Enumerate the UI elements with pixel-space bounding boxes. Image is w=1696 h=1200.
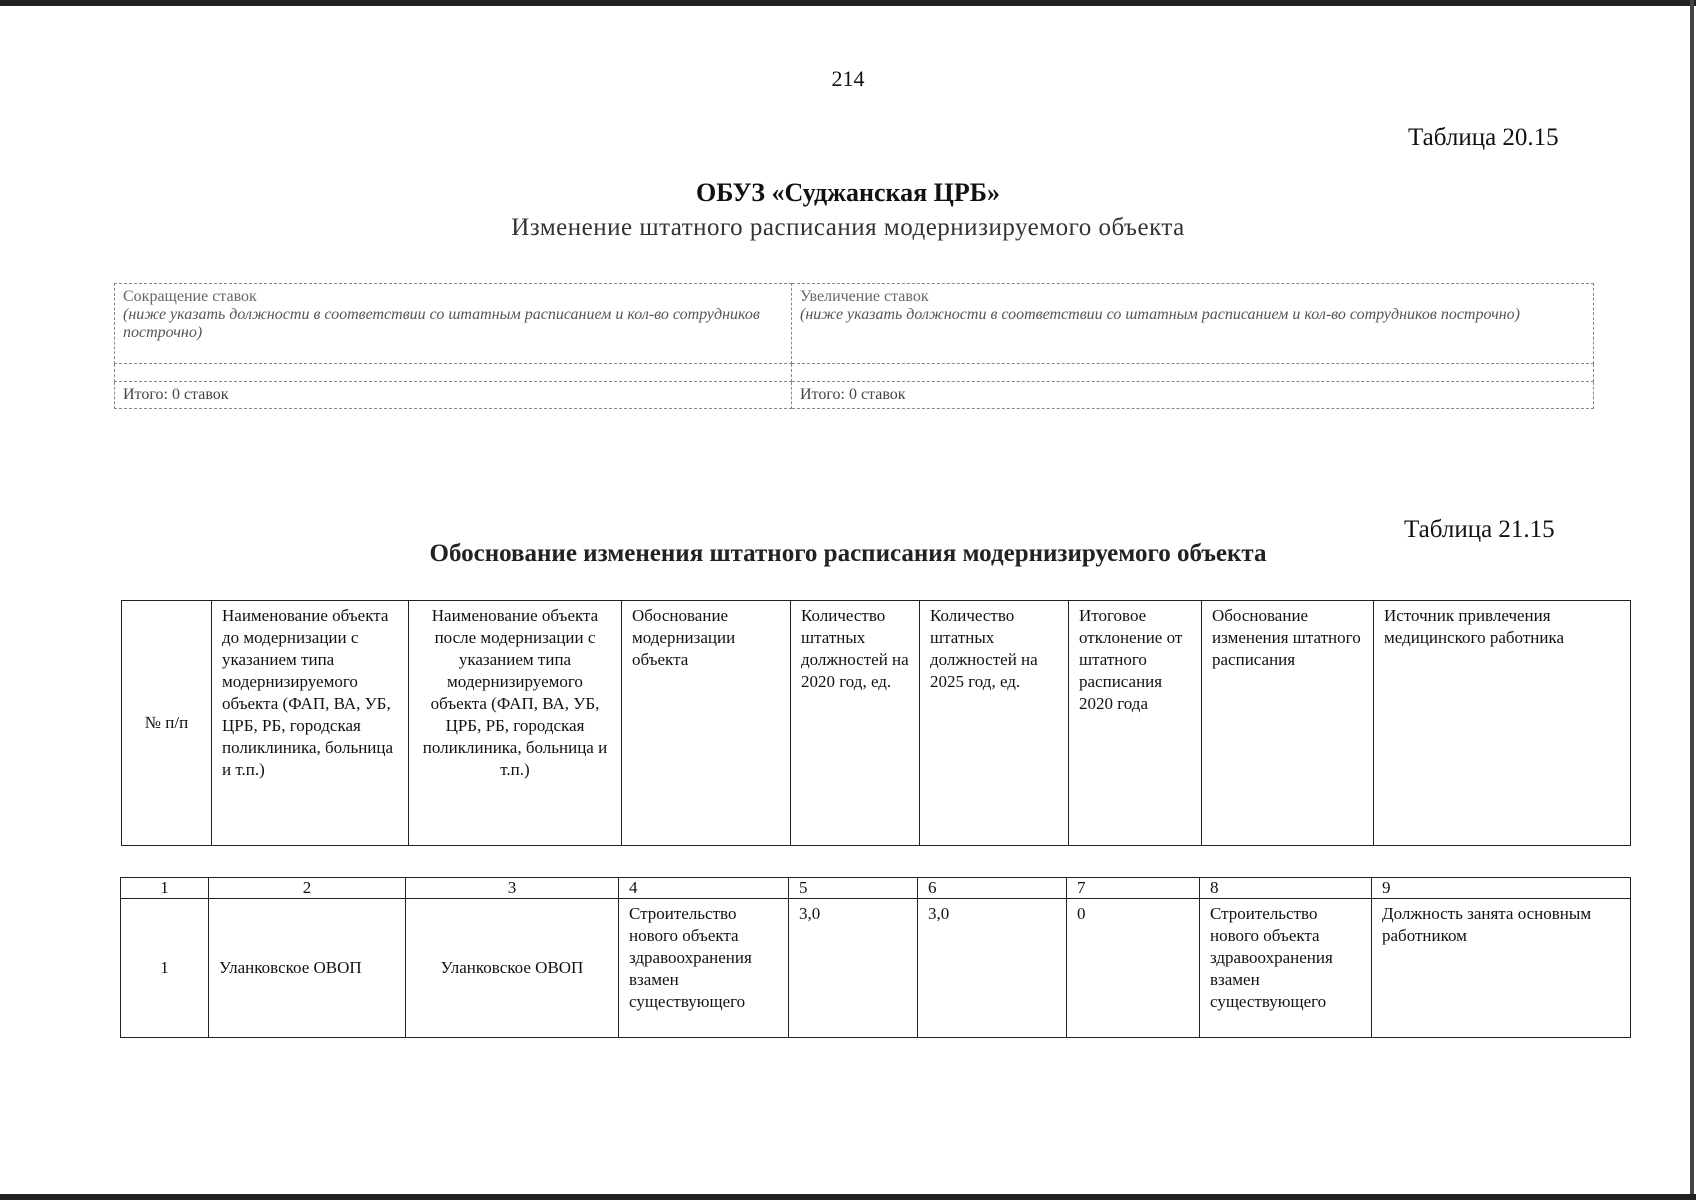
col-number-2: 2 <box>209 878 406 899</box>
decrease-note: (ниже указать должности в соответствии со штатным расписанием и кол-во сотрудников построчно) <box>123 306 760 341</box>
table-row <box>121 899 1631 1038</box>
col-number-8: 8 <box>1200 878 1372 899</box>
col-number-4: 4 <box>619 878 789 899</box>
decrease-cell <box>115 284 792 364</box>
increase-note: (ниже указать должности в соответствии со штатным расписанием и кол-во сотрудников построчно) <box>800 306 1520 323</box>
table-21-15-label: Таблица 21.15 <box>1404 516 1555 543</box>
justification-header-table <box>121 600 1631 846</box>
header-object-after: Наименование объекта после модернизации с указанием типа модернизируемого объекта (ФАП, ВА, УБ, ЦРБ, РБ, городская поликлиника, больница и т.п.) <box>409 601 622 846</box>
decrease-total: Итого: 0 ставок <box>115 382 792 409</box>
col-number-9: 9 <box>1372 878 1631 899</box>
header-staff-2020: Количество штатных должностей на 2020 год, ед. <box>791 601 920 846</box>
row-object-before: Уланковское ОВОП <box>209 899 406 1038</box>
row-staff-2020: 3,0 <box>789 899 918 1038</box>
page-number: 214 <box>831 66 865 91</box>
row-change-reason: Строительство нового объекта здравоохранения взамен существующего <box>1200 899 1372 1038</box>
header-modernization-reason: Обоснование модернизации объекта <box>622 601 791 846</box>
col-number-5: 5 <box>789 878 918 899</box>
justification-data-table <box>120 877 1631 1038</box>
header-source: Источник привлечения медицинского работника <box>1374 601 1631 846</box>
col-number-1: 1 <box>121 878 209 899</box>
col-number-3: 3 <box>406 878 619 899</box>
scan-top-border <box>0 0 1696 6</box>
staff-change-table <box>114 283 1594 409</box>
row-modernization-reason: Строительство нового объекта здравоохранения взамен существующего <box>619 899 789 1038</box>
row-source: Должность занята основным работником <box>1372 899 1631 1038</box>
header-object-before: Наименование объекта до модернизации с указанием типа модернизируемого объекта (ФАП, ВА, УБ, ЦРБ, РБ, городская поликлиника, больница и т.п.) <box>212 601 409 846</box>
increase-cell <box>792 284 1594 364</box>
org-title: ОБУЗ «Суджанская ЦРБ» <box>696 178 1000 207</box>
col-number-6: 6 <box>918 878 1067 899</box>
scan-bottom-border <box>0 1194 1696 1200</box>
increase-total: Итого: 0 ставок <box>792 382 1594 409</box>
row-number: 1 <box>121 899 209 1038</box>
increase-empty-row <box>792 364 1594 382</box>
increase-header: Увеличение ставок <box>800 288 929 305</box>
header-change-reason: Обоснование изменения штатного расписания <box>1202 601 1374 846</box>
row-object-after: Уланковское ОВОП <box>406 899 619 1038</box>
decrease-empty-row <box>115 364 792 382</box>
row-deviation: 0 <box>1067 899 1200 1038</box>
header-number: № п/п <box>122 601 212 846</box>
header-deviation: Итоговое отклонение от штатного расписания 2020 года <box>1069 601 1202 846</box>
table-20-15-title: Изменение штатного расписания модернизируемого объекта <box>511 214 1185 241</box>
row-staff-2025: 3,0 <box>918 899 1067 1038</box>
table-20-15-label: Таблица 20.15 <box>1408 124 1559 151</box>
table-21-15-title: Обоснование изменения штатного расписания модернизируемого объекта <box>429 540 1267 567</box>
col-number-7: 7 <box>1067 878 1200 899</box>
column-number-row <box>121 878 1631 899</box>
decrease-header: Сокращение ставок <box>123 288 257 305</box>
header-staff-2025: Количество штатных должностей на 2025 год, ед. <box>920 601 1069 846</box>
